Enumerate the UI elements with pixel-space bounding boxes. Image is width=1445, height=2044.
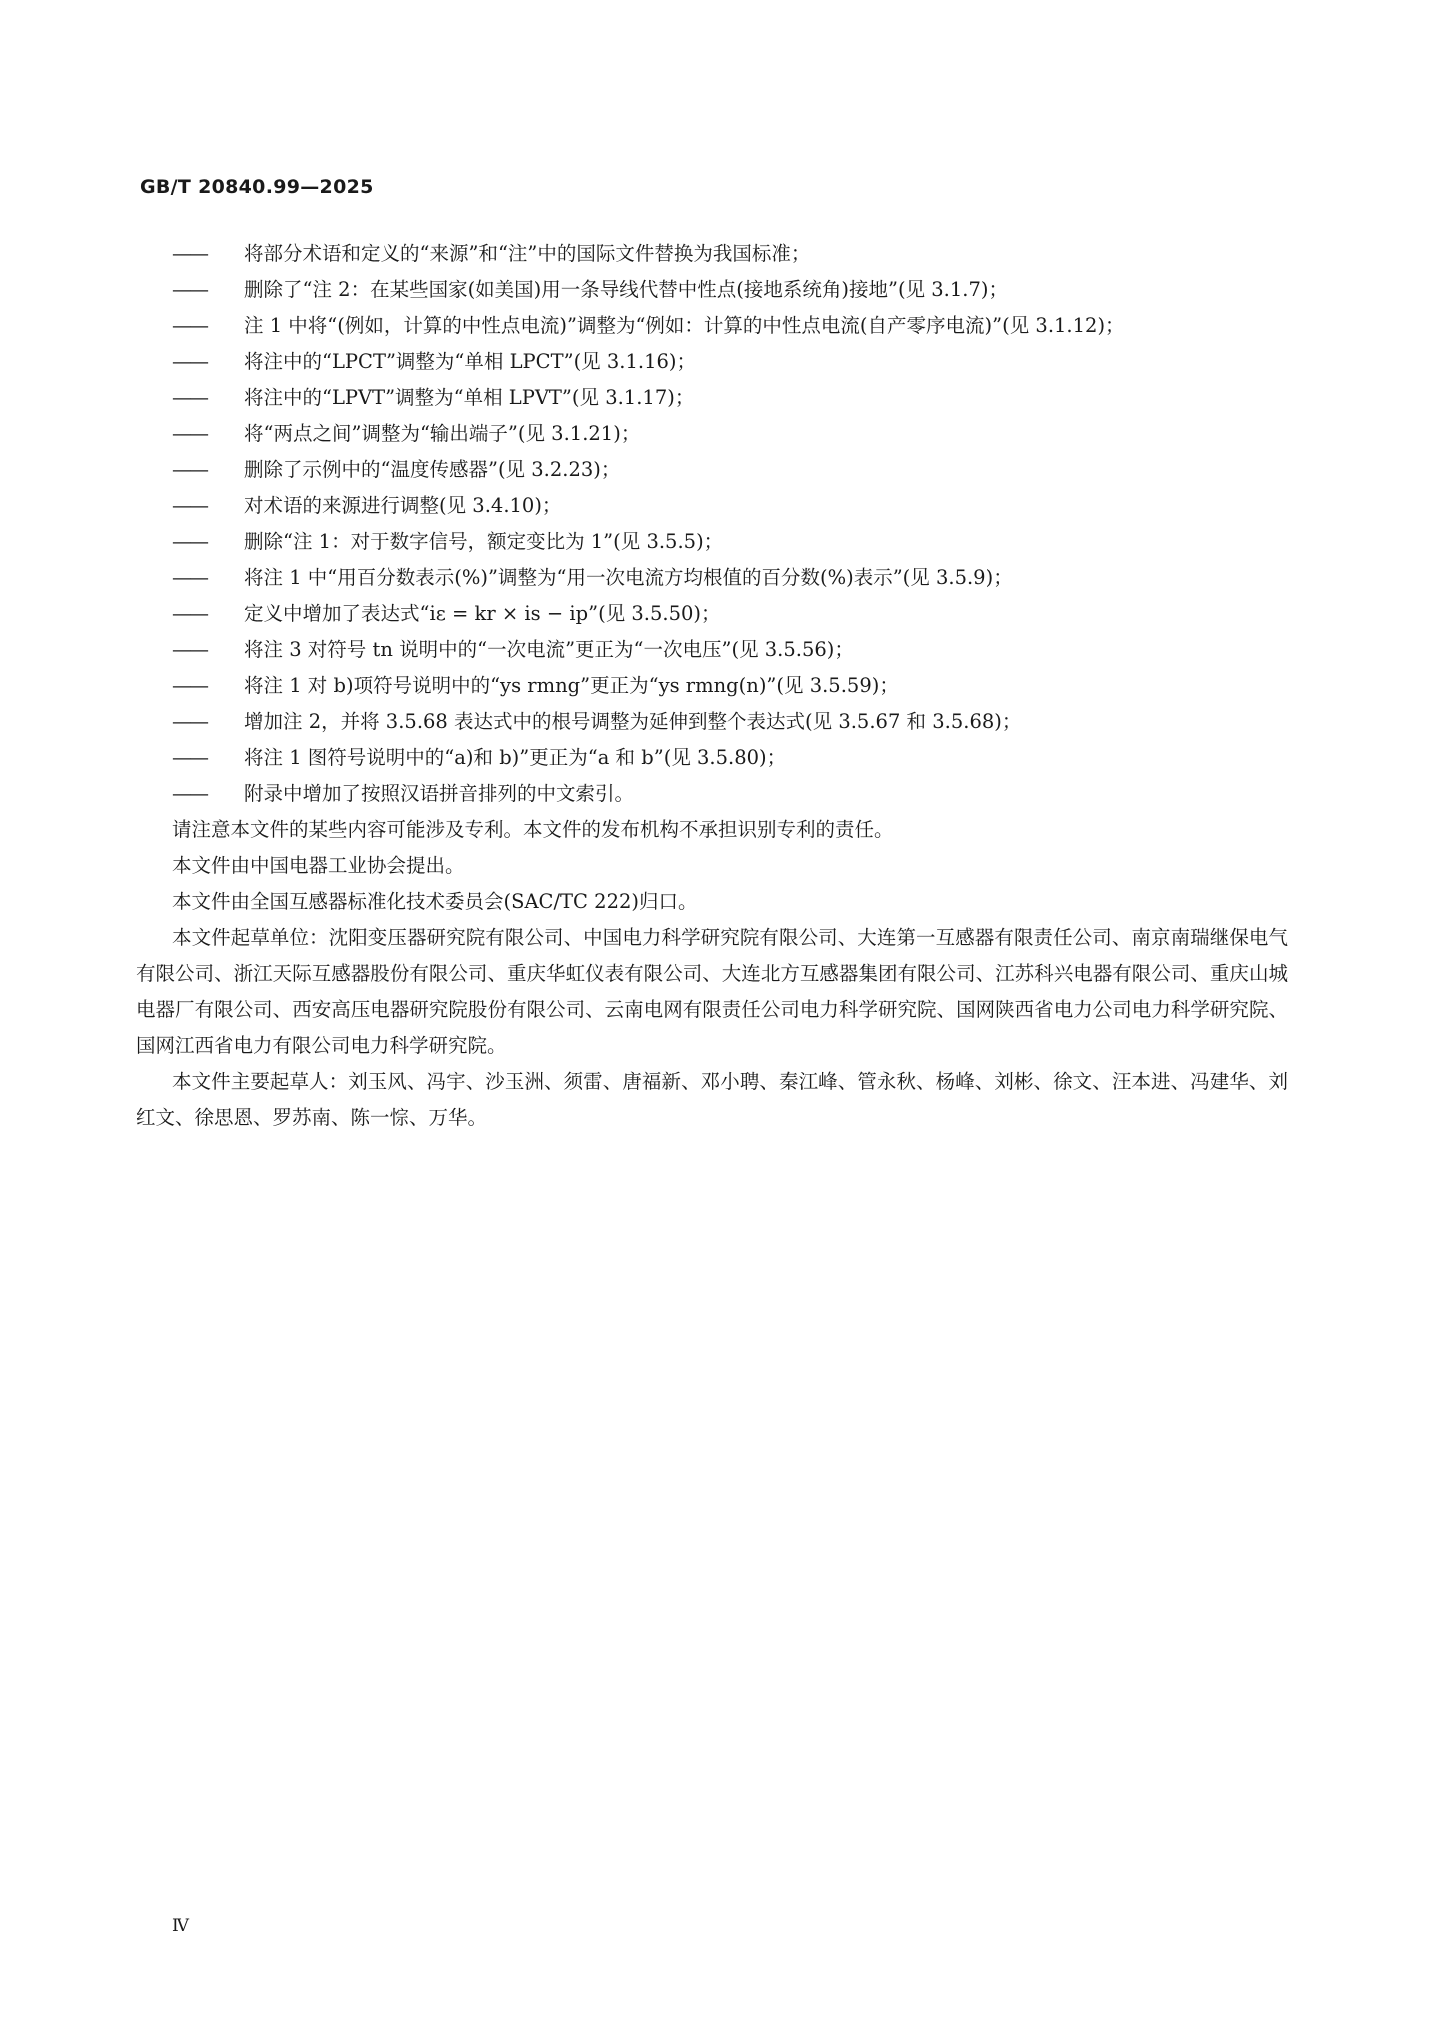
change-item xyxy=(172,776,1288,812)
change-item xyxy=(172,308,1288,344)
change-item-text: 将注中的“LPCT”调整为“单相 LPCT”(见 3.1.16)； xyxy=(244,350,697,373)
change-item-text: 将注 1 对 b)项符号说明中的“ys rmng”更正为“ys rmng(n)”(见 3.5.59)； xyxy=(244,674,899,697)
change-item-text: 将注中的“LPVT”调整为“单相 LPVT”(见 3.1.17)； xyxy=(244,386,695,409)
list-dash: —— xyxy=(172,638,207,661)
list-dash: —— xyxy=(172,746,207,769)
change-item-text: 定义中增加了表达式“iε = kr × is − ip”(见 3.5.50)； xyxy=(244,602,721,625)
change-item-text: 将注 1 中“用百分数表示(%)”调整为“用一次电流方均根值的百分数(%)表示”(见 3.5.9)； xyxy=(244,566,1013,589)
change-item xyxy=(172,380,1288,416)
change-item-text: 将部分术语和定义的“来源”和“注”中的国际文件替换为我国标准； xyxy=(244,242,811,265)
change-item-text: 将“两点之间”调整为“输出端子”(见 3.1.21)； xyxy=(244,422,641,445)
change-item xyxy=(172,344,1288,380)
change-item-text: 删除“注 1：对于数字信号，额定变比为 1”(见 3.5.5)； xyxy=(244,530,724,553)
list-dash: —— xyxy=(172,314,207,337)
list-dash: —— xyxy=(172,674,207,697)
list-dash: —— xyxy=(172,386,207,409)
change-item-text: 对术语的来源进行调整(见 3.4.10)； xyxy=(244,494,562,517)
list-dash: —— xyxy=(172,242,207,265)
patent-statement: 请注意本文件的某些内容可能涉及专利。本文件的发布机构不承担识别专利的责任。 xyxy=(172,818,894,841)
list-dash: —— xyxy=(172,782,207,805)
change-item-text: 删除了“注 2：在某些国家(如美国)用一条导线代替中性点(接地系统角)接地”(见 3.1.7)； xyxy=(244,278,1009,301)
change-item xyxy=(172,740,1288,776)
change-item-text: 附录中增加了按照汉语拼音排列的中文索引。 xyxy=(244,782,635,805)
change-item xyxy=(172,668,1288,704)
change-item xyxy=(172,452,1288,488)
change-item xyxy=(172,416,1288,452)
page-number: Ⅳ xyxy=(172,1916,189,1936)
list-dash: —— xyxy=(172,422,207,445)
change-list xyxy=(172,236,1288,812)
change-item xyxy=(172,560,1288,596)
list-dash: —— xyxy=(172,458,207,481)
change-item xyxy=(172,488,1288,524)
drafting-units-statement: 本文件起草单位：沈阳变压器研究院有限公司、中国电力科学研究院有限公司、大连第一互感器有限责任公司、南京南瑞继保电气有限公司、浙江天际互感器股份有限公司、重庆华虹仪表有限公司、大连北方互感器集团有限公司、江苏科兴电器有限公司、重庆山城电器厂有限公司、西安高压电器研究院股份有限公司、云南电网有限责任公司电力科学研究院、国网陕西省电力公司电力科学研究院、国网江西省电力有限公司电力科学研究院。 xyxy=(136,926,1288,1057)
list-dash: —— xyxy=(172,350,207,373)
list-dash: —— xyxy=(172,494,207,517)
change-item-text: 将注 1 图符号说明中的“a)和 b)”更正为“a 和 b”(见 3.5.80)； xyxy=(244,746,787,769)
change-item-text: 将注 3 对符号 tn 说明中的“一次电流”更正为“一次电压”(见 3.5.56)； xyxy=(244,638,854,661)
list-dash: —— xyxy=(172,602,207,625)
proposer-statement: 本文件由中国电器工业协会提出。 xyxy=(172,854,465,877)
list-dash: —— xyxy=(172,530,207,553)
change-item-text: 删除了示例中的“温度传感器”(见 3.2.23)； xyxy=(244,458,621,481)
change-item xyxy=(172,272,1288,308)
list-dash: —— xyxy=(172,710,207,733)
list-dash: —— xyxy=(172,566,207,589)
change-item xyxy=(172,596,1288,632)
change-item xyxy=(172,704,1288,740)
centralizer-statement: 本文件由全国互感器标准化技术委员会(SAC/TC 222)归口。 xyxy=(172,890,698,913)
change-item xyxy=(172,524,1288,560)
foreword-body xyxy=(136,236,1288,1136)
drafters-statement: 本文件主要起草人：刘玉风、冯宇、沙玉洲、须雷、唐福新、邓小聘、秦江峰、管永秋、杨峰、刘彬、徐文、汪本进、冯建华、刘红文、徐思恩、罗苏南、陈一悰、万华。 xyxy=(136,1070,1288,1129)
change-item-text: 注 1 中将“(例如，计算的中性点电流)”调整为“例如：计算的中性点电流(自产零序电流)”(见 3.1.12)； xyxy=(244,314,1125,337)
list-dash: —— xyxy=(172,278,207,301)
change-item-text: 增加注 2，并将 3.5.68 表达式中的根号调整为延伸到整个表达式(见 3.5.67 和 3.5.68)； xyxy=(244,710,1022,733)
change-item xyxy=(172,236,1288,272)
change-item xyxy=(172,632,1288,668)
document-id: GB/T 20840.99—2025 xyxy=(140,176,374,198)
